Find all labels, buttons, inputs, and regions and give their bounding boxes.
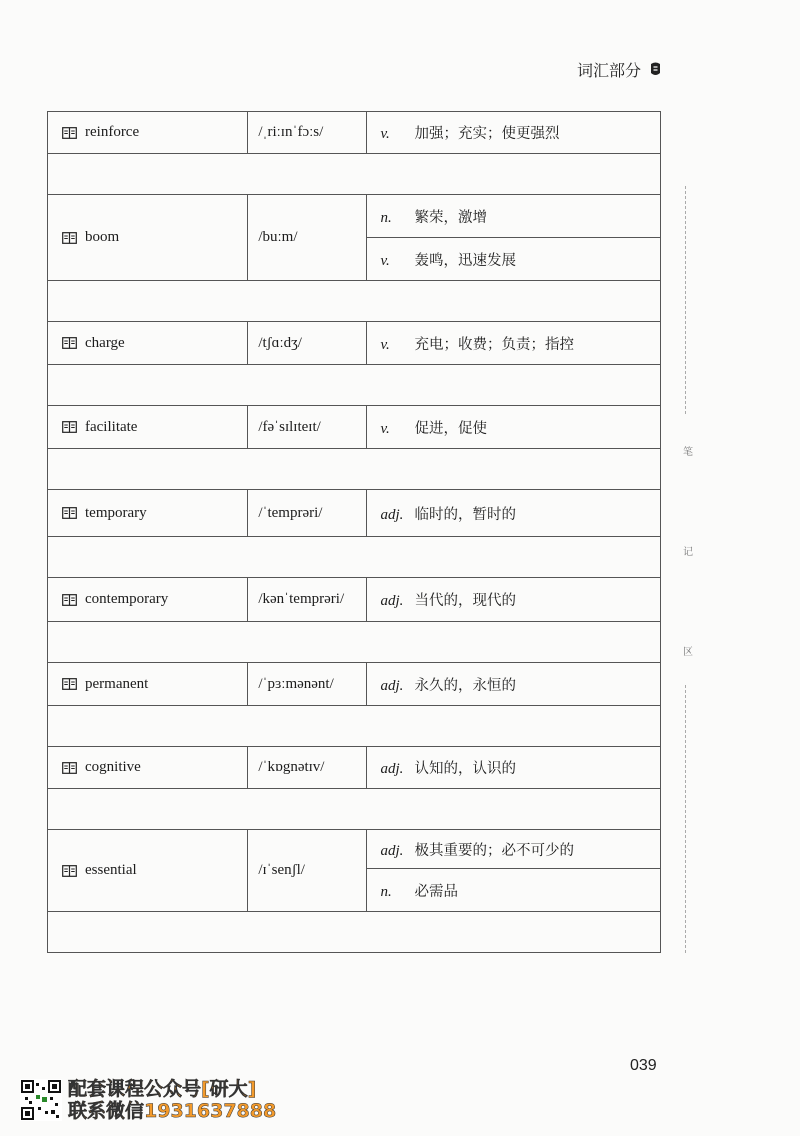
blank-note-row xyxy=(48,537,661,578)
open-book-icon xyxy=(62,337,77,349)
vocab-row xyxy=(48,578,661,622)
definition-cell xyxy=(366,663,661,706)
definition-cell xyxy=(366,830,661,869)
vocab-word: charge xyxy=(85,334,125,351)
part-of-speech: adj. xyxy=(380,677,404,694)
word-cell xyxy=(48,747,248,789)
word-cell xyxy=(48,830,248,912)
promo-line-contact: 联系微信1931637888 xyxy=(68,1100,277,1122)
part-of-speech: n. xyxy=(380,883,392,900)
pronunciation-cell xyxy=(248,747,366,789)
part-of-speech: adj. xyxy=(380,593,404,609)
vocab-word: contemporary xyxy=(85,591,169,607)
blank-note-cell[interactable] xyxy=(48,537,661,578)
blank-note-cell[interactable] xyxy=(48,912,661,953)
open-book-icon xyxy=(62,678,77,690)
definition-cell xyxy=(366,490,661,537)
open-book-icon xyxy=(62,594,77,606)
blank-note-row xyxy=(48,912,661,953)
page-header xyxy=(577,58,662,81)
phonetic-transcription: /ˈkɒgnətɪv/ xyxy=(258,759,325,775)
notes-label-char-2: 记 xyxy=(683,547,693,558)
part-of-speech: v. xyxy=(380,420,390,437)
phonetic-transcription: /kənˈtemprəri/ xyxy=(258,591,345,607)
definition-meaning: 认知的，认识的 xyxy=(414,761,516,777)
phonetic-transcription: /fəˈsɪlɪteɪt/ xyxy=(258,418,321,435)
vocab-word: boom xyxy=(85,229,120,245)
word-cell xyxy=(48,406,248,449)
phonetic-transcription: /ɪˈsenʃl/ xyxy=(258,862,305,878)
blank-note-row xyxy=(48,281,661,322)
word-cell xyxy=(48,578,248,622)
vocabulary-table xyxy=(47,111,661,953)
definition-cell xyxy=(366,747,661,789)
definition-cell xyxy=(366,869,661,912)
vocab-row xyxy=(48,747,661,789)
section-emblem-icon xyxy=(649,62,662,77)
pronunciation-cell xyxy=(248,112,366,154)
definition-meaning: 促进，促使 xyxy=(414,420,487,437)
open-book-icon xyxy=(62,421,77,433)
word-cell xyxy=(48,195,248,281)
phonetic-transcription: /buːm/ xyxy=(258,229,298,245)
blank-note-row xyxy=(48,154,661,195)
phonetic-transcription: /tʃɑːdʒ/ xyxy=(258,334,302,351)
blank-note-row xyxy=(48,789,661,830)
open-book-icon xyxy=(62,232,77,244)
open-book-icon xyxy=(62,507,77,519)
definition-meaning: 当代的，现代的 xyxy=(414,593,516,609)
pronunciation-cell xyxy=(248,663,366,706)
blank-note-cell[interactable] xyxy=(48,154,661,195)
part-of-speech: n. xyxy=(380,209,392,226)
blank-note-cell[interactable] xyxy=(48,281,661,322)
vocab-row xyxy=(48,406,661,449)
pronunciation-cell xyxy=(248,490,366,537)
page-number: 039 xyxy=(630,1057,657,1074)
phonetic-transcription: /ˈtemprəri/ xyxy=(258,504,323,521)
definition-meaning: 轰鸣，迅速发展 xyxy=(414,252,516,269)
definition-meaning: 加强；充实；使更强烈 xyxy=(414,126,560,142)
open-book-icon xyxy=(62,865,77,877)
vocab-word: permanent xyxy=(85,675,149,692)
notes-label-char-1: 笔 xyxy=(683,447,693,458)
word-cell xyxy=(48,663,248,706)
definition-meaning: 繁荣，激增 xyxy=(414,209,487,226)
blank-note-cell[interactable] xyxy=(48,622,661,663)
vocab-row xyxy=(48,663,661,706)
blank-note-row xyxy=(48,365,661,406)
phonetic-transcription: /ˈpɜːmənənt/ xyxy=(258,675,334,692)
promo-banner xyxy=(20,1078,276,1122)
blank-note-cell[interactable] xyxy=(48,449,661,490)
pronunciation-cell xyxy=(248,578,366,622)
definition-cell xyxy=(366,406,661,449)
part-of-speech: adj. xyxy=(380,506,404,523)
blank-note-cell[interactable] xyxy=(48,789,661,830)
vocab-word: reinforce xyxy=(85,124,140,140)
definition-meaning: 临时的，暂时的 xyxy=(414,506,516,523)
pronunciation-cell xyxy=(248,830,366,912)
notes-label-char-3: 区 xyxy=(683,647,693,658)
section-title: 词汇部分 xyxy=(576,61,641,80)
word-cell xyxy=(48,490,248,537)
vocab-row xyxy=(48,830,661,869)
blank-note-row xyxy=(48,449,661,490)
definition-cell xyxy=(366,578,661,622)
definition-meaning: 永久的，永恒的 xyxy=(414,677,516,694)
definition-meaning: 极其重要的；必不可少的 xyxy=(414,842,574,859)
notes-divider-top xyxy=(685,186,686,414)
qr-code-icon xyxy=(20,1079,62,1121)
phonetic-transcription: /ˌriːɪnˈfɔːs/ xyxy=(258,124,324,140)
word-cell xyxy=(48,322,248,365)
pronunciation-cell xyxy=(248,195,366,281)
word-cell xyxy=(48,112,248,154)
vocab-row xyxy=(48,322,661,365)
definition-cell xyxy=(366,238,661,281)
pronunciation-cell xyxy=(248,406,366,449)
part-of-speech: v. xyxy=(380,336,390,353)
vocab-row xyxy=(48,490,661,537)
vocab-row xyxy=(48,195,661,238)
definition-meaning: 必需品 xyxy=(414,883,458,900)
definition-meaning: 充电；收费；负责；指控 xyxy=(414,336,574,353)
vocab-word: cognitive xyxy=(85,759,141,775)
open-book-icon xyxy=(62,762,77,774)
blank-note-cell[interactable] xyxy=(48,365,661,406)
blank-note-row xyxy=(48,622,661,663)
pronunciation-cell xyxy=(248,322,366,365)
definition-cell xyxy=(366,195,661,238)
definition-cell xyxy=(366,112,661,154)
vocab-word: essential xyxy=(85,862,137,878)
vocab-word: temporary xyxy=(85,504,147,521)
vocab-word: facilitate xyxy=(85,418,138,435)
promo-line-course: 配套课程公众号[研大] xyxy=(68,1078,257,1100)
part-of-speech: v. xyxy=(380,126,390,142)
blank-note-row xyxy=(48,706,661,747)
open-book-icon xyxy=(62,127,77,139)
part-of-speech: v. xyxy=(380,252,390,269)
part-of-speech: adj. xyxy=(380,761,404,777)
blank-note-cell[interactable] xyxy=(48,706,661,747)
notes-divider-bottom xyxy=(685,685,686,953)
vocab-row xyxy=(48,112,661,154)
definition-cell xyxy=(366,322,661,365)
part-of-speech: adj. xyxy=(380,842,404,859)
